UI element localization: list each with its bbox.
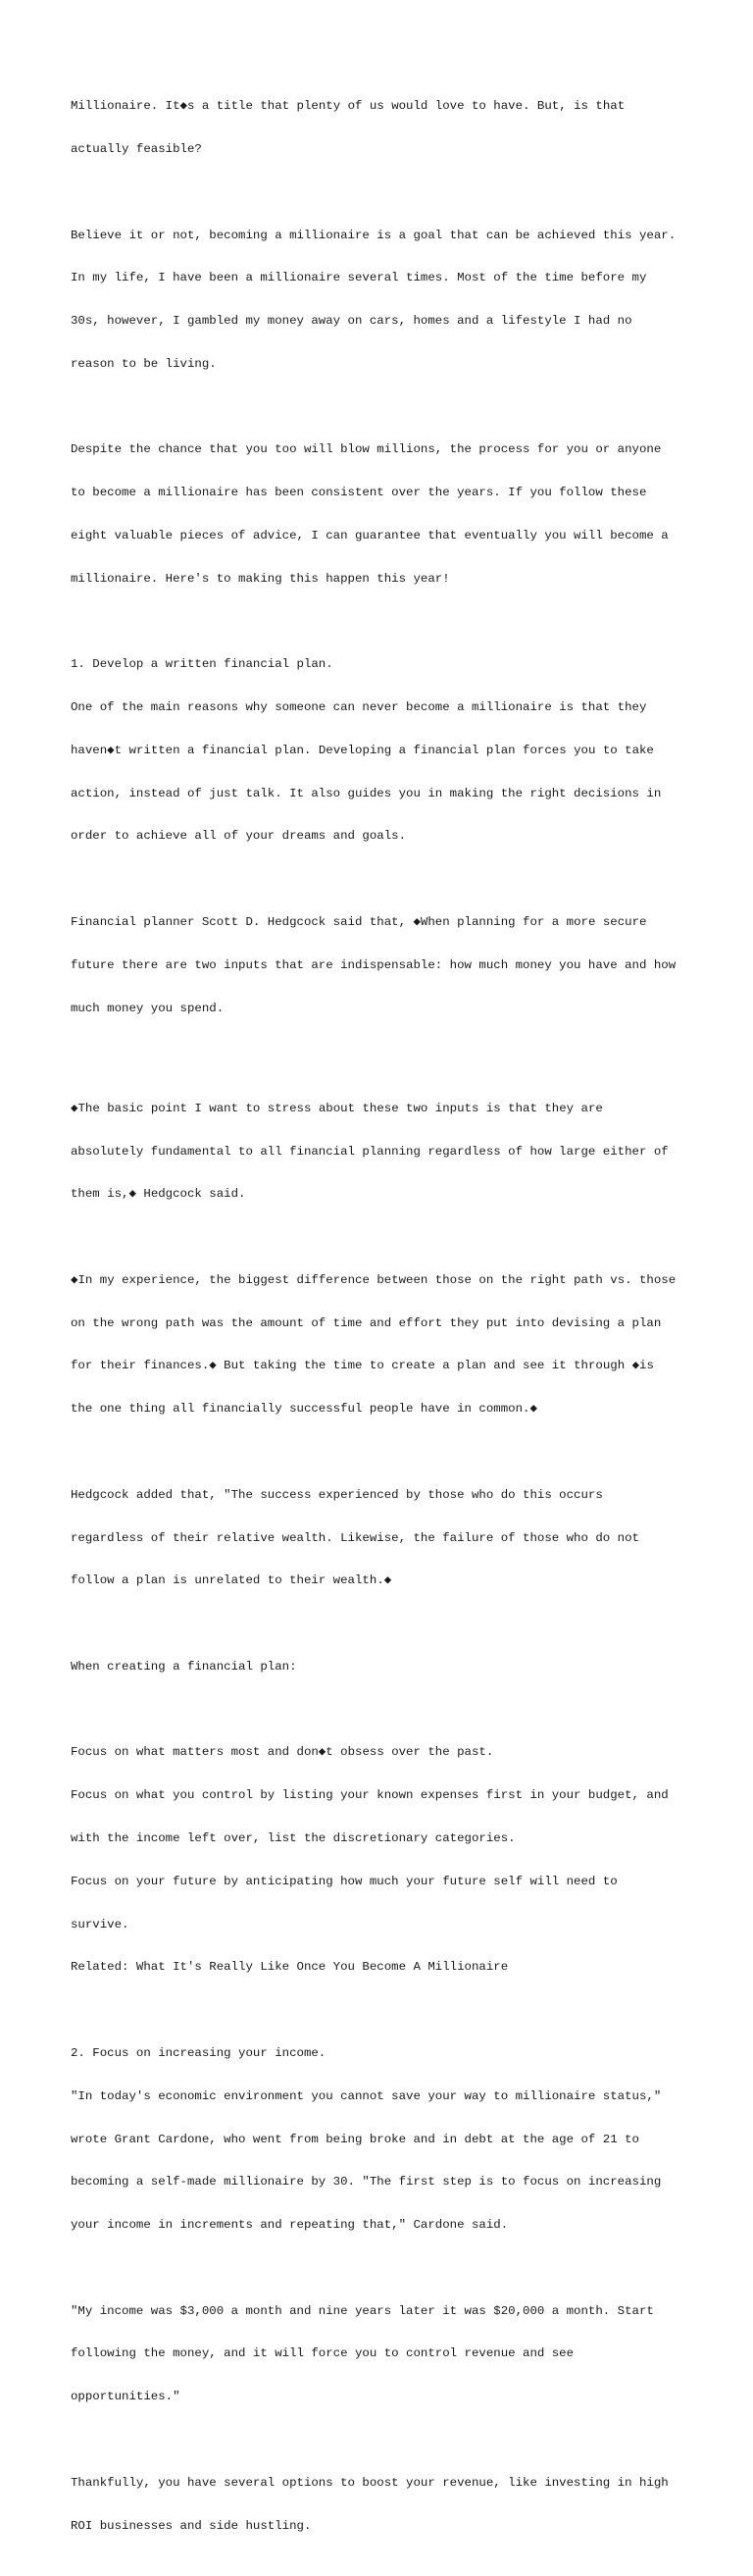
text-line: absolutely fundamental to all financial planning regardless of how large either of	[71, 1144, 669, 1159]
text-line: When creating a financial plan:	[71, 1659, 297, 1674]
text-line: ◆In my experience, the biggest difference between those on the right path vs. those	[71, 1272, 677, 1287]
text-line: ◆The basic point I want to stress about these two inputs is that they are	[71, 1101, 603, 1115]
text-line: 30s, however, I gambled my money away on cars, homes and a lifestyle I had no	[71, 314, 632, 329]
text-line: future there are two inputs that are indispensable: how much money you have and how	[71, 957, 677, 972]
paragraph-hedgcock-quote	[71, 887, 698, 1045]
document-body	[71, 71, 698, 2576]
paragraph-my-income	[71, 2275, 698, 2433]
text-line: Thankfully, you have several options to boost your revenue, like investing in high	[71, 2475, 669, 2490]
section-heading: 2. Focus on increasing your income.	[71, 2045, 326, 2060]
text-line: on the wrong path was the amount of time and effort they put into devising a plan	[71, 1315, 662, 1330]
text-line: Despite the chance that you too will blow millions, the process for you or anyone	[71, 442, 662, 457]
text-line: your income in increments and repeating that," Cardone said.	[71, 2218, 509, 2233]
text-line: Financial planner Scott D. Hedgcock said that, ◆When planning for a more secure	[71, 915, 647, 930]
related-link-text: Related: What It's Really Like Once You Become A Millionaire	[71, 1960, 509, 1975]
text-line: with the income left over, list the discretionary categories.	[71, 1831, 516, 1846]
text-line: following the money, and it will force you to control revenue and see	[71, 2346, 575, 2361]
text-line: In my life, I have been a millionaire several times. Most of the time before my	[71, 271, 647, 285]
paragraph-despite	[71, 414, 698, 614]
text-line: action, instead of just talk. It also guides you in making the right decisions in	[71, 786, 662, 800]
text-line: Focus on what you control by listing your known expenses first in your budget, and	[71, 1788, 669, 1803]
text-line: survive.	[71, 1917, 129, 1932]
text-line: much money you spend.	[71, 1001, 225, 1015]
text-line: Focus on what matters most and don◆t obsess over the past.	[71, 1745, 494, 1760]
paragraph-intro	[71, 71, 698, 185]
paragraph-believe	[71, 199, 698, 399]
text-line: opportunities."	[71, 2390, 180, 2404]
paragraph-thankfully	[71, 2447, 698, 2562]
text-line: haven◆t written a financial plan. Developing a financial plan forces you to take	[71, 743, 654, 757]
section-2-income	[71, 2018, 698, 2261]
text-line: order to achieve all of your dreams and goals.	[71, 829, 407, 844]
text-line: Focus on your future by anticipating how much your future self will need to	[71, 1874, 618, 1888]
text-line: becoming a self-made millionaire by 30. "The first step is to focus on increasing	[71, 2175, 662, 2190]
paragraph-basic-point	[71, 1073, 698, 1231]
text-line: regardless of their relative wealth. Likewise, the failure of those who do not	[71, 1530, 639, 1545]
text-line: wrote Grant Cardone, who went from being broke and in debt at the age of 21 to	[71, 2132, 639, 2146]
text-line: them is,◆ Hedgcock said.	[71, 1187, 246, 1202]
paragraph-hedgcock-added	[71, 1460, 698, 1618]
text-line: to become a millionaire has been consistent over the years. If you follow these	[71, 486, 647, 500]
text-line: Hedgcock added that, "The success experienced by those who do this occurs	[71, 1487, 603, 1502]
text-line: ROI businesses and side hustling.	[71, 2518, 312, 2533]
text-line: "My income was $3,000 a month and nine years later it was $20,000 a month. Start	[71, 2303, 654, 2318]
paragraph-experience	[71, 1245, 698, 1445]
section-heading: 1. Develop a written financial plan.	[71, 657, 333, 672]
text-line: actually feasible?	[71, 141, 202, 156]
text-line: reason to be living.	[71, 356, 217, 371]
text-line: "In today's economic environment you cannot save your way to millionaire status,"	[71, 2088, 662, 2103]
text-line: the one thing all financially successful people have in common.◆	[71, 1402, 537, 1417]
text-line: eight valuable pieces of advice, I can guarantee that eventually you will become a	[71, 529, 669, 542]
text-line: for their finances.◆ But taking the time to create a plan and see it through ◆is	[71, 1359, 654, 1373]
text-line: millionaire. Here's to making this happen this year!	[71, 571, 450, 586]
paragraph-focus-list	[71, 1717, 698, 2003]
paragraph-when-creating	[71, 1631, 698, 1703]
text-line: Millionaire. It◆s a title that plenty of us would love to have. But, is that	[71, 99, 626, 114]
text-line: One of the main reasons why someone can never become a millionaire is that they	[71, 700, 647, 715]
text-line: Believe it or not, becoming a millionaire is a goal that can be achieved this year.	[71, 228, 677, 242]
section-1-financial-plan	[71, 629, 698, 872]
text-line: follow a plan is unrelated to their wealth.◆	[71, 1573, 392, 1588]
